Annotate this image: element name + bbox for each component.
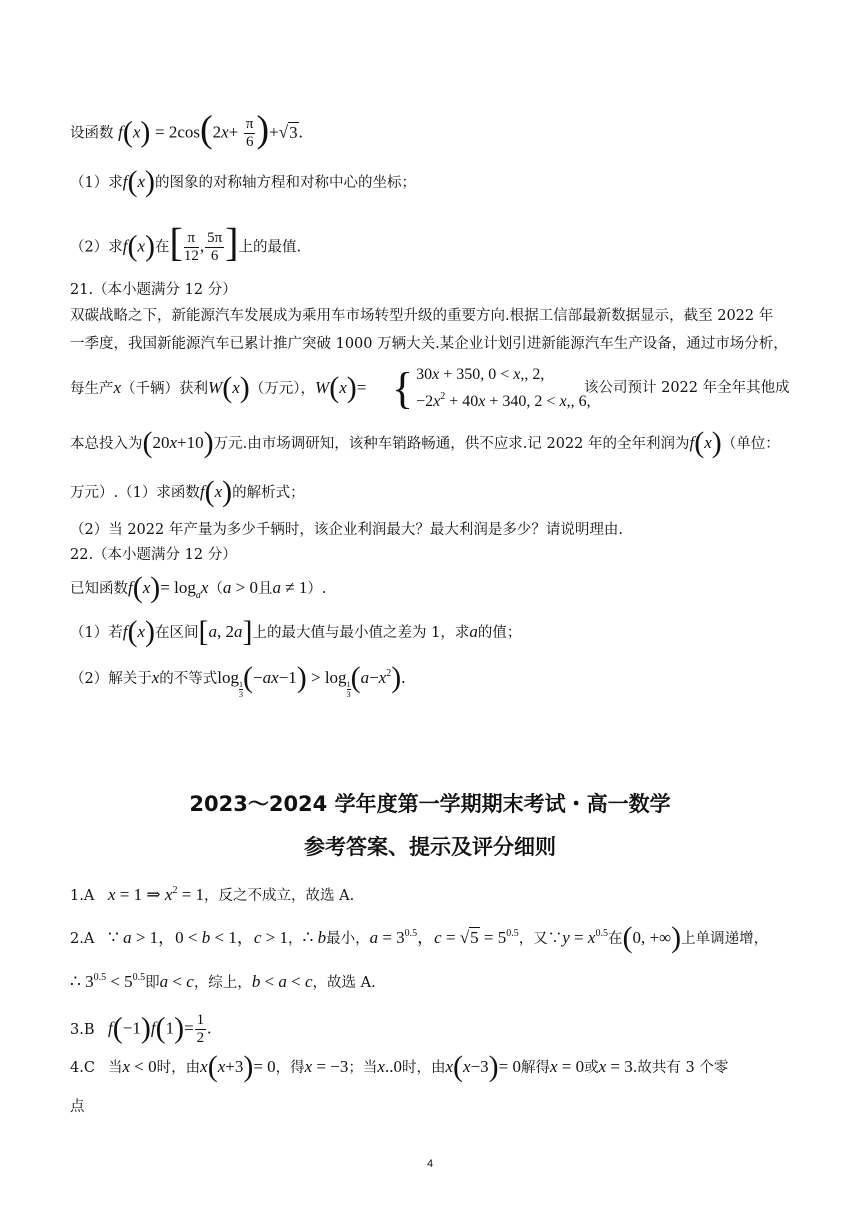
q20-intro: 设函数	[70, 125, 114, 142]
q20-part1: （1）求f(x)的图象的对称轴方程和对称中心的坐标；	[70, 165, 417, 198]
q22-intro: 已知函数$f(x)= \log_ax(a > 0$且a ≠ 1）.	[70, 571, 327, 604]
answer-2-tag: 2.A	[70, 931, 95, 947]
answers-title: 2023～2024 学年度第一学期期末考试・高一数学	[189, 792, 671, 816]
answer-1-tag: 1.A	[70, 888, 95, 904]
answers-subtitle: 参考答案、提示及评分细则	[304, 835, 556, 859]
answer-2-line1: 2.A ∵ a > 1，0 < b < 1，c > 1，∴ b最小，$a = 3^{0.5}$，$c = √5 = 5^{0.5}$，又∵y = $x^{0.5}$在(0, +∞)上单调递增，	[70, 921, 769, 954]
q21-para6: （2）当 2022 年产量为多少千辆时，该企业利润最大？最大利润是多少？请说明理由.	[70, 522, 623, 538]
answer-1: 1.A x = 1 ⇒ $x^2 = 1$，反之不成立，故选 A.	[70, 885, 355, 904]
answer-2-line2: ∴ $3^{0.5} < 5^{0.5}$即a < c，综上，b < a < c，故选 A.	[70, 972, 376, 991]
q21-para2: 一季度，我国新能源汽车已累计推广突破 1000 万辆大关.某企业计划引进新能源汽车生产设备，通过市场分析，	[70, 336, 788, 352]
answer-3-tag: 3.B	[70, 1021, 95, 1038]
q20-part2: （2）求f(x)在[ $\frac{\pi}{12}$ , $\frac{5\pi}{6}$ ]上的最值.	[70, 219, 302, 265]
page-number: 4	[426, 1158, 434, 1170]
q20-function-definition: 设函数 f(x) = 2cos(2x+ $\frac{\pi}{6}$ )+√3.	[70, 108, 303, 151]
answer-4-line2: 点	[70, 1099, 85, 1115]
q21-para4: 本总投入为(20x+10)万元.由市场调研知，该种车销路畅通，供不应求.记 2022 年的全年利润为f(x)（单位：	[70, 426, 780, 459]
q22-part2: （2）解关于x的不等式log $\frac{1}{3}$ (−ax−1) > log $\frac{1}{3}$ $(a-x^2)$.	[70, 661, 406, 699]
q21-piecewise-line: 每生产x（千辆）获利W(x)（万元），W(x)= { 30x + 350, 0 < x,, 2, $-2x^2 + 40x + 340$, 2 < x,, 6, 该公司预计 2022 年全年其他成	[70, 363, 790, 413]
answer-4-line1: 4.C 当x < 0时，由x(x+3)= 0，得x = −3；当x..0时，由x(x−3)= 0解得x = 0或x = 3.故共有 3 个零	[70, 1050, 729, 1083]
answer-4-tag: 4.C	[70, 1060, 95, 1076]
answer-3: 3.B f(−1)f(1)= $\frac{1}{2}$ .	[70, 1011, 212, 1046]
q21-para5: 万元）.（1）求函数f(x)的解析式；	[70, 475, 305, 508]
piecewise-function: { 30x + 350, 0 < x,, 2, $-2x^2 + 40x + 340$, 2 < x,, 6,	[392, 363, 591, 413]
q22-header: 22.（本小题满分 12 分）	[70, 547, 237, 563]
q21-header: 21.（本小题满分 12 分）	[70, 282, 237, 298]
q22-part1: （1）若f(x)在区间[a, 2a]上的最大值与最小值之差为 1，求a的值；	[70, 615, 522, 648]
q21-para1: 双碳战略之下，新能源汽车发展成为乘用车市场转型升级的重要方向.根据工信部最新数据显示，截至 2022 年	[70, 308, 774, 324]
